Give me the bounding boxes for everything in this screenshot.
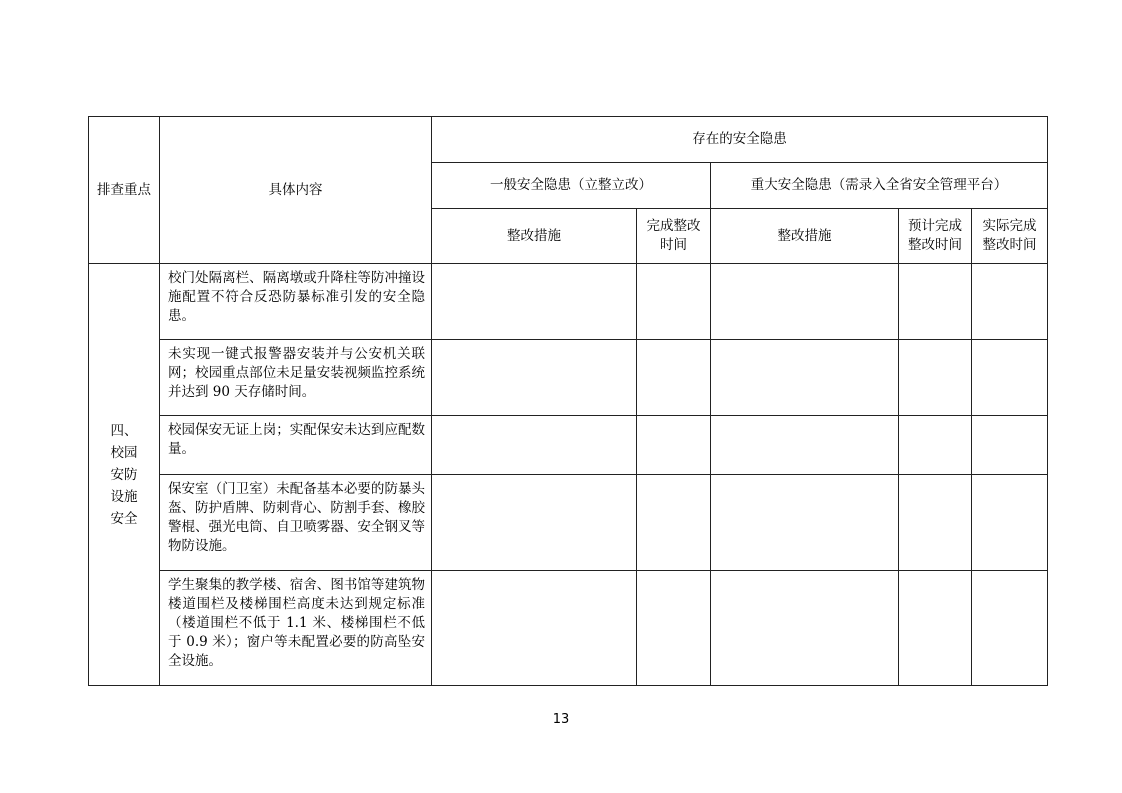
general-time-cell[interactable] <box>637 571 711 686</box>
planned-time-cell[interactable] <box>899 340 972 416</box>
category-campus-security-facilities <box>89 264 160 686</box>
header-general-completion-time <box>637 209 711 264</box>
actual-time-cell[interactable] <box>972 475 1048 571</box>
actual-time-cell[interactable] <box>972 571 1048 686</box>
row-content: 校园保安无证上岗；实配保安未达到应配数量。 <box>160 416 432 475</box>
hazard-inspection-table <box>88 116 1048 686</box>
major-measures-cell[interactable] <box>711 475 899 571</box>
planned-time-cell[interactable] <box>899 571 972 686</box>
general-time-cell[interactable] <box>637 340 711 416</box>
planned-time-cell[interactable] <box>899 416 972 475</box>
header-major-actual-time <box>972 209 1048 264</box>
major-measures-cell[interactable] <box>711 340 899 416</box>
major-measures-cell[interactable] <box>711 416 899 475</box>
header-general-measures: 整改措施 <box>432 209 637 264</box>
header-planned-line1: 预计完成 <box>908 218 962 234</box>
planned-time-cell[interactable] <box>899 475 972 571</box>
header-planned-line2: 整改时间 <box>908 237 962 253</box>
category-line: 安防 <box>110 466 138 483</box>
table-row <box>89 571 1048 686</box>
table-row <box>89 340 1048 416</box>
general-time-cell[interactable] <box>637 264 711 340</box>
page-number: 13 <box>552 712 570 727</box>
actual-time-cell[interactable] <box>972 416 1048 475</box>
header-general-time-line2: 时间 <box>660 237 687 253</box>
category-line: 校园 <box>110 444 138 461</box>
planned-time-cell[interactable] <box>899 264 972 340</box>
actual-time-cell[interactable] <box>972 340 1048 416</box>
header-inspection-focus: 排查重点 <box>89 117 160 264</box>
category-line: 安全 <box>110 510 138 527</box>
header-general-time-line1: 完成整改 <box>646 218 701 234</box>
major-measures-cell[interactable] <box>711 571 899 686</box>
general-measures-cell[interactable] <box>432 340 637 416</box>
row-content: 校门处隔离栏、隔离墩或升降柱等防冲撞设施配置不符合反恐防暴标准引发的安全隐患。 <box>160 264 432 340</box>
row-content: 保安室（门卫室）未配备基本必要的防暴头盔、防护盾牌、防刺背心、防割手套、橡胶警棍、强光电筒、自卫喷雾器、安全钢叉等物防设施。 <box>160 475 432 571</box>
header-actual-line2: 整改时间 <box>982 237 1037 253</box>
major-measures-cell[interactable] <box>711 264 899 340</box>
header-major-hazards: 重大安全隐患（需录入全省安全管理平台） <box>711 163 1048 209</box>
actual-time-cell[interactable] <box>972 264 1048 340</box>
header-existing-hazards: 存在的安全隐患 <box>432 117 1048 163</box>
table-row <box>89 475 1048 571</box>
table-row <box>89 416 1048 475</box>
header-major-planned-time <box>899 209 972 264</box>
category-line: 设施 <box>110 488 138 505</box>
general-measures-cell[interactable] <box>432 264 637 340</box>
general-time-cell[interactable] <box>637 416 711 475</box>
header-specific-content: 具体内容 <box>160 117 432 264</box>
general-measures-cell[interactable] <box>432 475 637 571</box>
category-line: 四、 <box>110 422 138 439</box>
table-row <box>89 264 1048 340</box>
row-content: 学生聚集的教学楼、宿舍、图书馆等建筑物楼道围栏及楼梯围栏高度未达到规定标准（楼道围栏不低于 1.1 米、楼梯围栏不低于 0.9 米）；窗户等未配置必要的防高坠安全设施。 <box>160 571 432 686</box>
header-row-1 <box>89 117 1048 163</box>
header-major-measures: 整改措施 <box>711 209 899 264</box>
header-general-hazards: 一般安全隐患（立整立改） <box>432 163 711 209</box>
header-actual-line1: 实际完成 <box>982 218 1037 234</box>
row-content: 未实现一键式报警器安装并与公安机关联网；校园重点部位未足量安装视频监控系统并达到 90 天存储时间。 <box>160 340 432 416</box>
general-time-cell[interactable] <box>637 475 711 571</box>
general-measures-cell[interactable] <box>432 571 637 686</box>
general-measures-cell[interactable] <box>432 416 637 475</box>
